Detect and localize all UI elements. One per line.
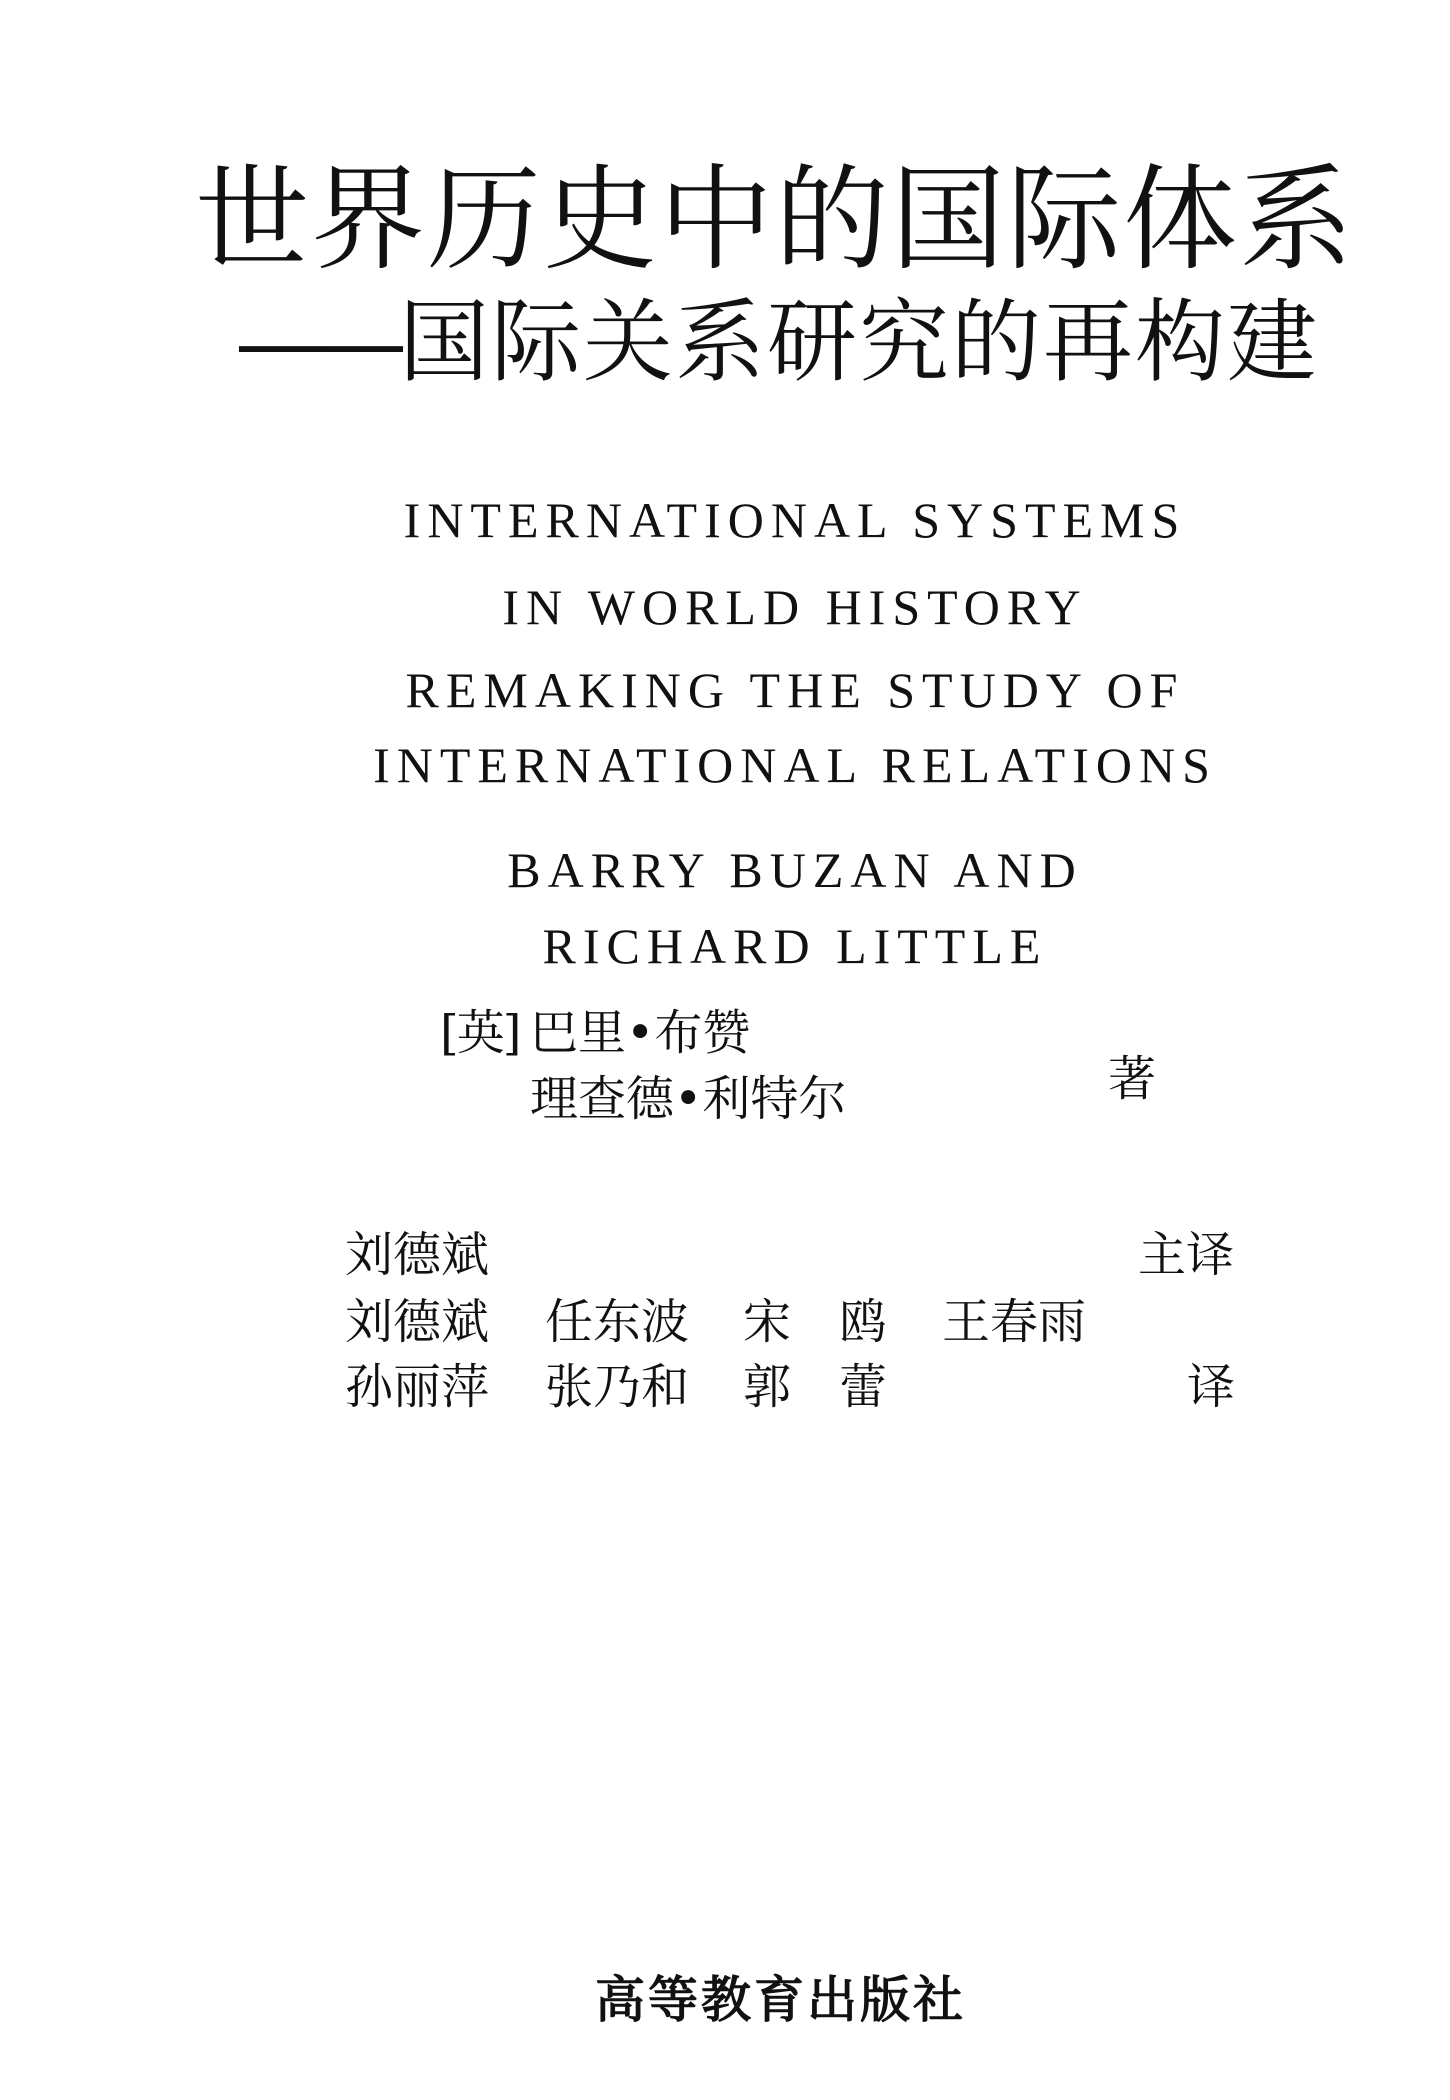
author-row-2	[440, 1066, 846, 1132]
translator-name: 郭 蕾	[743, 1359, 888, 1415]
author-role: 著	[1108, 1051, 1157, 1107]
author-row-1	[440, 1000, 846, 1066]
english-authors-line-2: RICHARD LITTLE	[542, 918, 1048, 974]
author-name-1: 巴里•布赞	[530, 1005, 751, 1061]
english-subtitle-line-1: REMAKING THE STUDY OF	[405, 662, 1185, 718]
translator-name: 刘德斌	[345, 1294, 490, 1350]
chinese-author-block	[440, 1000, 846, 1132]
chief-translator-name: 刘德斌	[345, 1227, 490, 1283]
chinese-subtitle	[235, 288, 1345, 398]
chief-translator-role: 主译	[1138, 1227, 1235, 1283]
subtitle-text: 国际关系研究的再构建	[399, 290, 1319, 395]
translator-name: 张乃和	[545, 1359, 690, 1415]
subtitle-dash: ——	[235, 290, 399, 395]
author-country: [英]	[440, 1005, 520, 1061]
author-name-2: 理查德•利特尔	[530, 1071, 847, 1127]
translators-role: 译	[1187, 1359, 1236, 1415]
translator-name: 任东波	[545, 1294, 690, 1350]
english-title-line-2: IN WORLD HISTORY	[502, 579, 1088, 635]
translator-name: 宋 鸥	[743, 1294, 888, 1350]
chinese-title: 世界历史中的国际体系	[195, 153, 1356, 286]
translator-name: 孙丽萍	[345, 1359, 490, 1415]
translator-name: 王春雨	[942, 1294, 1087, 1350]
english-subtitle-line-2: INTERNATIONAL RELATIONS	[373, 737, 1217, 793]
english-authors-line-1: BARRY BUZAN AND	[507, 842, 1083, 898]
publisher-name: 高等教育出版社	[595, 1971, 966, 2029]
english-title-line-1: INTERNATIONAL SYSTEMS	[403, 492, 1187, 548]
